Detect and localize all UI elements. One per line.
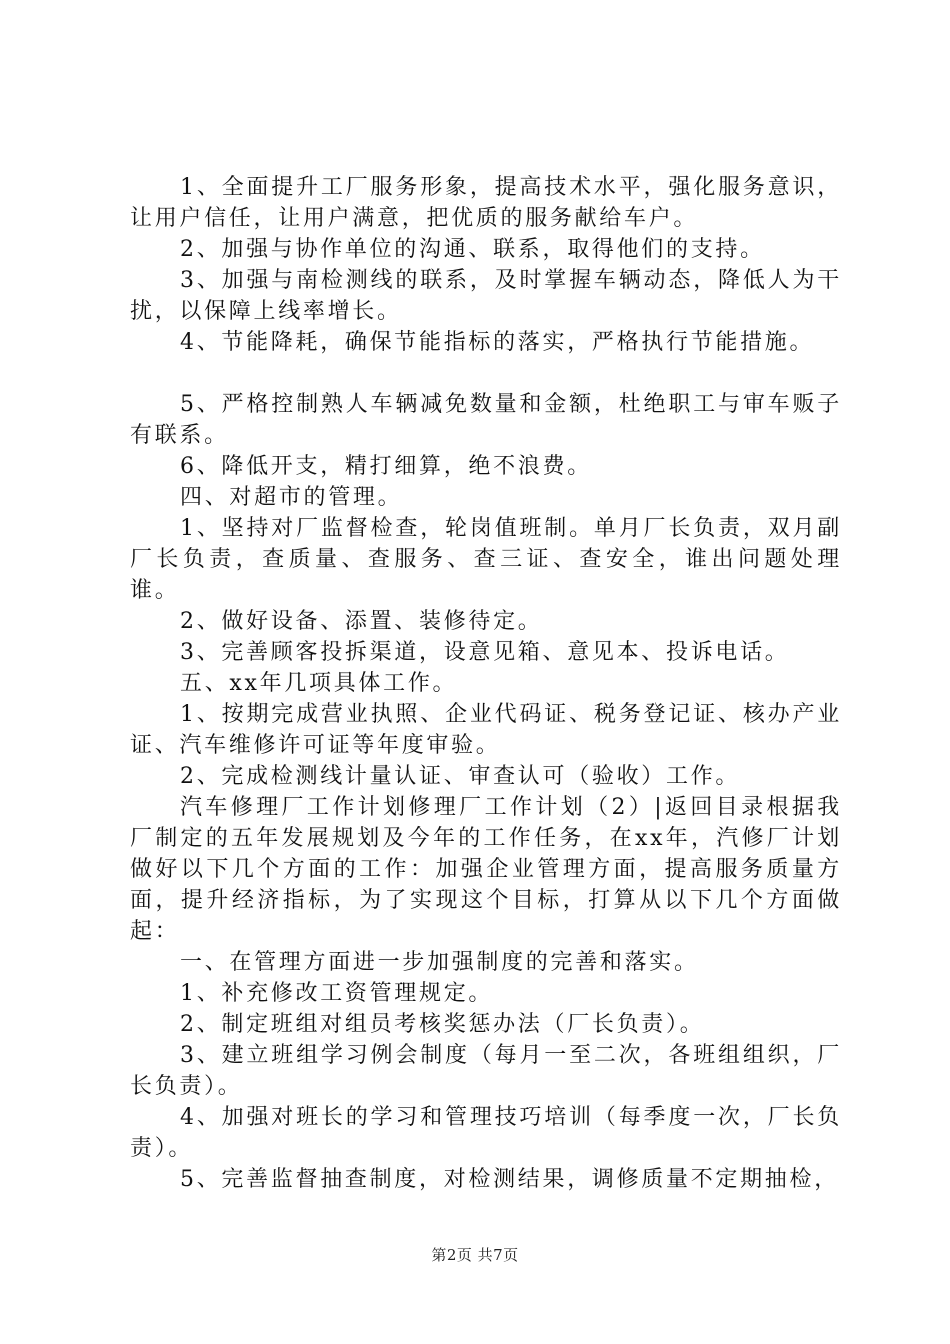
paragraph: 5、完善监督抽查制度，对检测结果，调修质量不定期抽检，: [180, 1167, 839, 1192]
paragraph: 1、补充修改工资管理规定。: [180, 981, 494, 1006]
paragraph: 2、加强与协作单位的沟通、联系，取得他们的支持。: [180, 237, 765, 262]
paragraph: 4、节能降耗，确保节能指标的落实，严格执行节能措施。: [180, 330, 815, 355]
paragraph: 5、严格控制熟人车辆减免数量和金额，杜绝职工与审车贩子有联系。: [130, 392, 842, 448]
paragraph: 1、坚持对厂监督检查，轮岗值班制。单月厂长负责，双月副厂长负责，查质量、查服务、查三证、查安全，谁出问题处理谁。: [130, 516, 842, 603]
section-heading: 一、在管理方面进一步加强制度的完善和落实。: [180, 950, 699, 975]
paragraph: 汽车修理厂工作计划修理厂工作计划（2）|返回目录根据我厂制定的五年发展规划及今年的工作任务，在xx年，汽修厂计划做好以下几个方面的工作：加强企业管理方面，提高服务质量方面，提升经济指标，为了实现这个目标，打算从以下几个方面做起：: [130, 795, 842, 944]
paragraph: 3、完善顾客投拆渠道，设意见箱、意见本、投诉电话。: [180, 640, 790, 665]
paragraph: 2、完成检测线计量认证、审查认可（验收）工作。: [180, 764, 741, 789]
document-body: [130, 172, 842, 1195]
paragraph: 4、加强对班长的学习和管理技巧培训（每季度一次，厂长负责）。: [130, 1105, 842, 1161]
paragraph: 3、建立班组学习例会制度（每月一至二次，各班组组织，厂长负责）。: [130, 1043, 842, 1099]
paragraph: 2、做好设备、添置、装修待定。: [180, 609, 543, 634]
paragraph: 6、降低开支，精打细算，绝不浪费。: [180, 454, 592, 479]
paragraph: 3、加强与南检测线的联系，及时掌握车辆动态，降低人为干扰，以保障上线率增长。: [130, 268, 842, 324]
section-heading: 五、xx年几项具体工作。: [180, 671, 458, 696]
section-heading: 四、对超市的管理。: [180, 485, 403, 510]
paragraph: 1、按期完成营业执照、企业代码证、税务登记证、核办产业证、汽车维修许可证等年度审验。: [130, 702, 842, 758]
paragraph: 1、全面提升工厂服务形象，提高技术水平，强化服务意识，让用户信任，让用户满意，把优质的服务献给车户。: [130, 175, 842, 231]
page-number-footer: 第2页 共7页: [431, 1246, 519, 1264]
paragraph: 2、制定班组对组员考核奖惩办法（厂长负责）。: [180, 1012, 705, 1037]
